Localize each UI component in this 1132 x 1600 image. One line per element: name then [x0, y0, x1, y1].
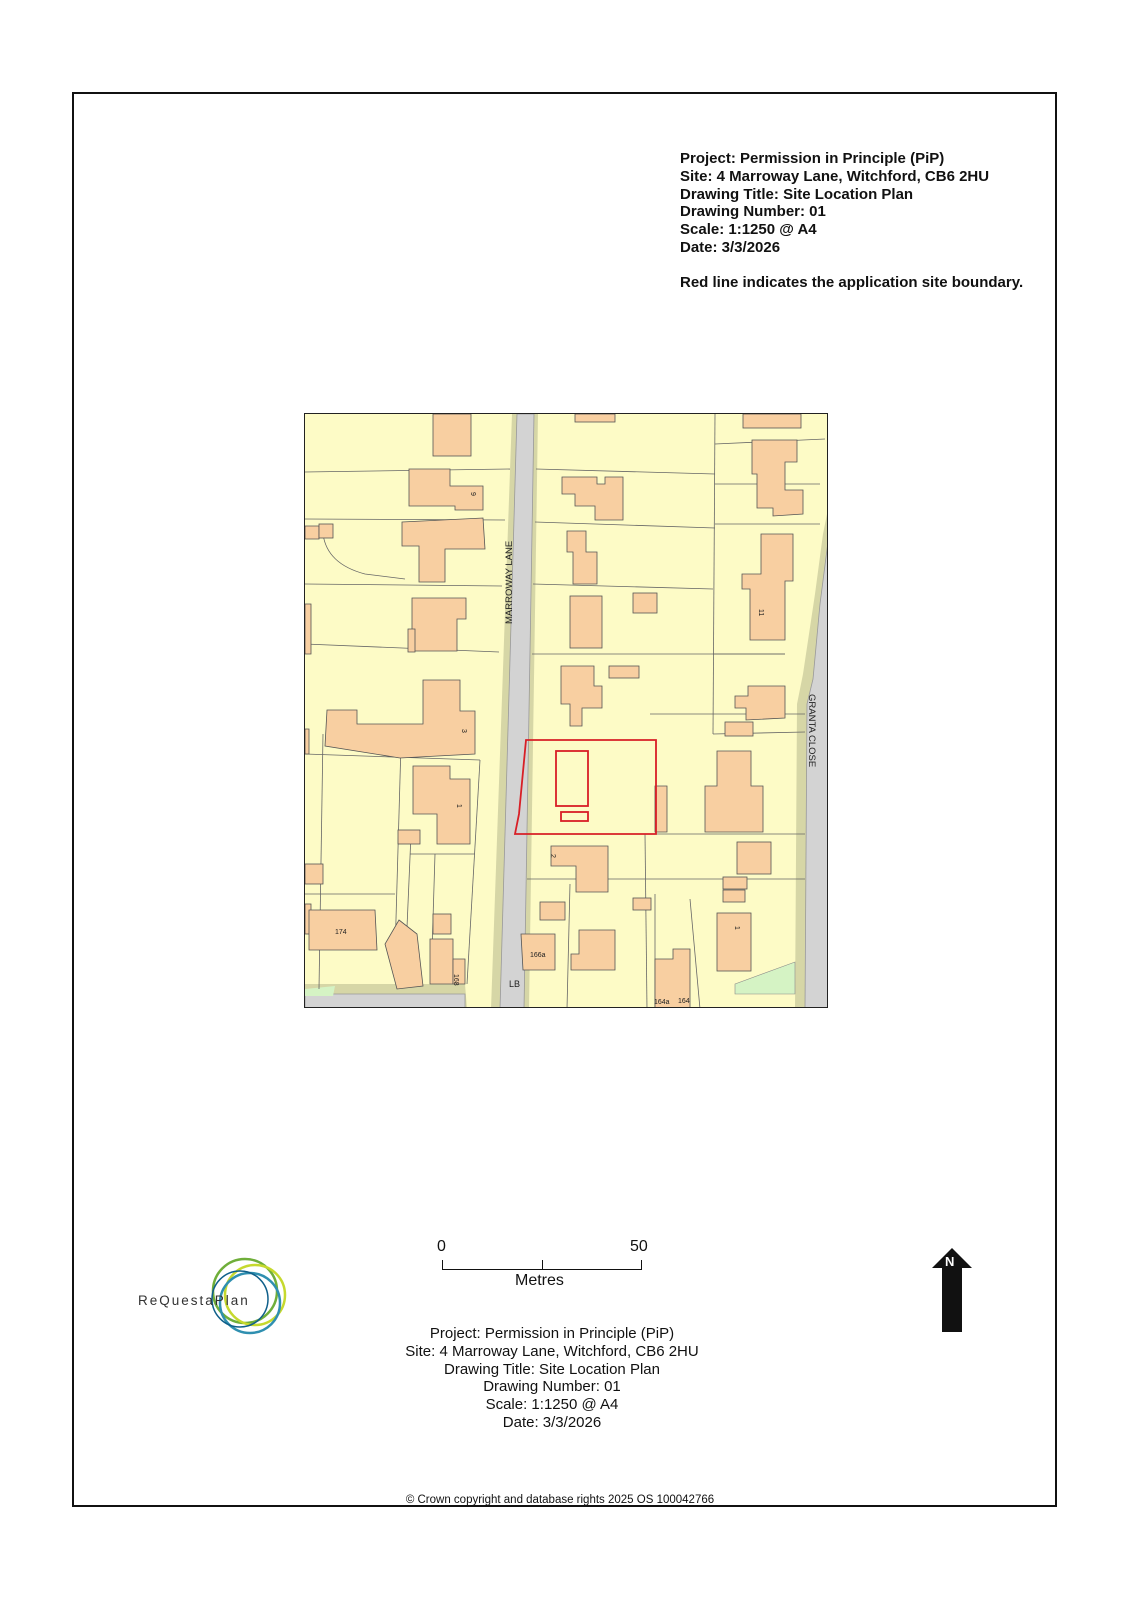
building — [319, 524, 333, 538]
building — [609, 666, 639, 678]
house-number-1-east: 1 — [733, 926, 740, 930]
footer-drawing-title: Drawing Title: Site Location Plan — [444, 1360, 660, 1378]
scale-tick-end — [641, 1260, 642, 1270]
house-number-2: 2 — [549, 854, 556, 858]
building — [633, 593, 657, 613]
header-boundary-note: Red line indicates the application site boundary. — [680, 273, 1024, 291]
footer-date: Date: 3/3/2026 — [502, 1413, 602, 1431]
building — [398, 830, 420, 844]
map-canvas — [305, 414, 828, 1008]
logo-wordmark: ReQuestaPlan — [138, 1293, 250, 1308]
southern-road — [305, 994, 465, 1008]
lb-label: LB — [509, 979, 521, 989]
requestaplan-logo — [135, 1253, 295, 1339]
building — [305, 526, 319, 539]
building — [717, 913, 751, 971]
building — [408, 629, 415, 652]
street-label-granta-close: GRANTA CLOSE — [806, 694, 817, 768]
header-scale: Scale: 1:1250 @ A4 — [680, 221, 817, 239]
building — [430, 939, 453, 984]
house-number-11: 11 — [757, 609, 764, 617]
house-number-9: 9 — [469, 492, 476, 496]
building — [737, 842, 771, 874]
north-arrow-icon — [932, 1248, 972, 1332]
building — [305, 604, 311, 654]
north-label: N — [945, 1254, 955, 1269]
header-date: Date: 3/3/2026 — [680, 238, 781, 256]
header-drawing-title: Drawing Title: Site Location Plan — [680, 185, 914, 203]
footer-scale: Scale: 1:1250 @ A4 — [485, 1396, 619, 1414]
building — [725, 722, 753, 736]
house-number-1-west: 1 — [455, 804, 462, 808]
house-number-164: 164 — [678, 998, 690, 1005]
header-spacer — [680, 257, 1080, 274]
copyright-notice: © Crown copyright and database rights 2025 OS 100042766 — [405, 1494, 715, 1506]
building — [723, 890, 745, 902]
house-number-168: 168 — [452, 974, 459, 986]
building — [433, 914, 451, 934]
scale-bar — [425, 1238, 665, 1298]
building — [570, 596, 602, 648]
house-number-3: 3 — [460, 729, 467, 733]
scale-tick-start — [442, 1260, 443, 1270]
building — [575, 414, 615, 422]
house-number-166a: 166a — [530, 952, 546, 959]
scale-units-label: Metres — [515, 1272, 564, 1289]
building — [633, 898, 651, 910]
footer-project: Project: Permission in Principle (PiP) — [429, 1325, 675, 1342]
header-site: Site: 4 Marroway Lane, Witchford, CB6 2HU — [680, 167, 990, 185]
building — [305, 864, 323, 884]
footer-site: Site: 4 Marroway Lane, Witchford, CB6 2HU — [405, 1342, 699, 1360]
header-project: Project: Permission in Principle (PiP) — [680, 150, 945, 167]
building — [723, 877, 747, 889]
title-block-header — [680, 150, 1080, 292]
building — [433, 414, 471, 456]
title-block-footer — [352, 1325, 752, 1432]
street-label-marroway-lane: MARROWAY LANE — [504, 540, 515, 624]
building — [540, 902, 565, 920]
house-number-174: 174 — [335, 929, 347, 936]
building — [305, 729, 309, 754]
header-drawing-number: Drawing Number: 01 — [680, 203, 826, 221]
building — [743, 414, 801, 428]
scale-tick-mid — [542, 1260, 543, 1270]
scale-zero-label: 0 — [437, 1238, 446, 1255]
scale-max-label: 50 — [630, 1238, 648, 1255]
house-number-164a: 164a — [654, 999, 670, 1006]
site-location-map[interactable] — [304, 413, 828, 1008]
footer-drawing-number: Drawing Number: 01 — [483, 1378, 621, 1396]
